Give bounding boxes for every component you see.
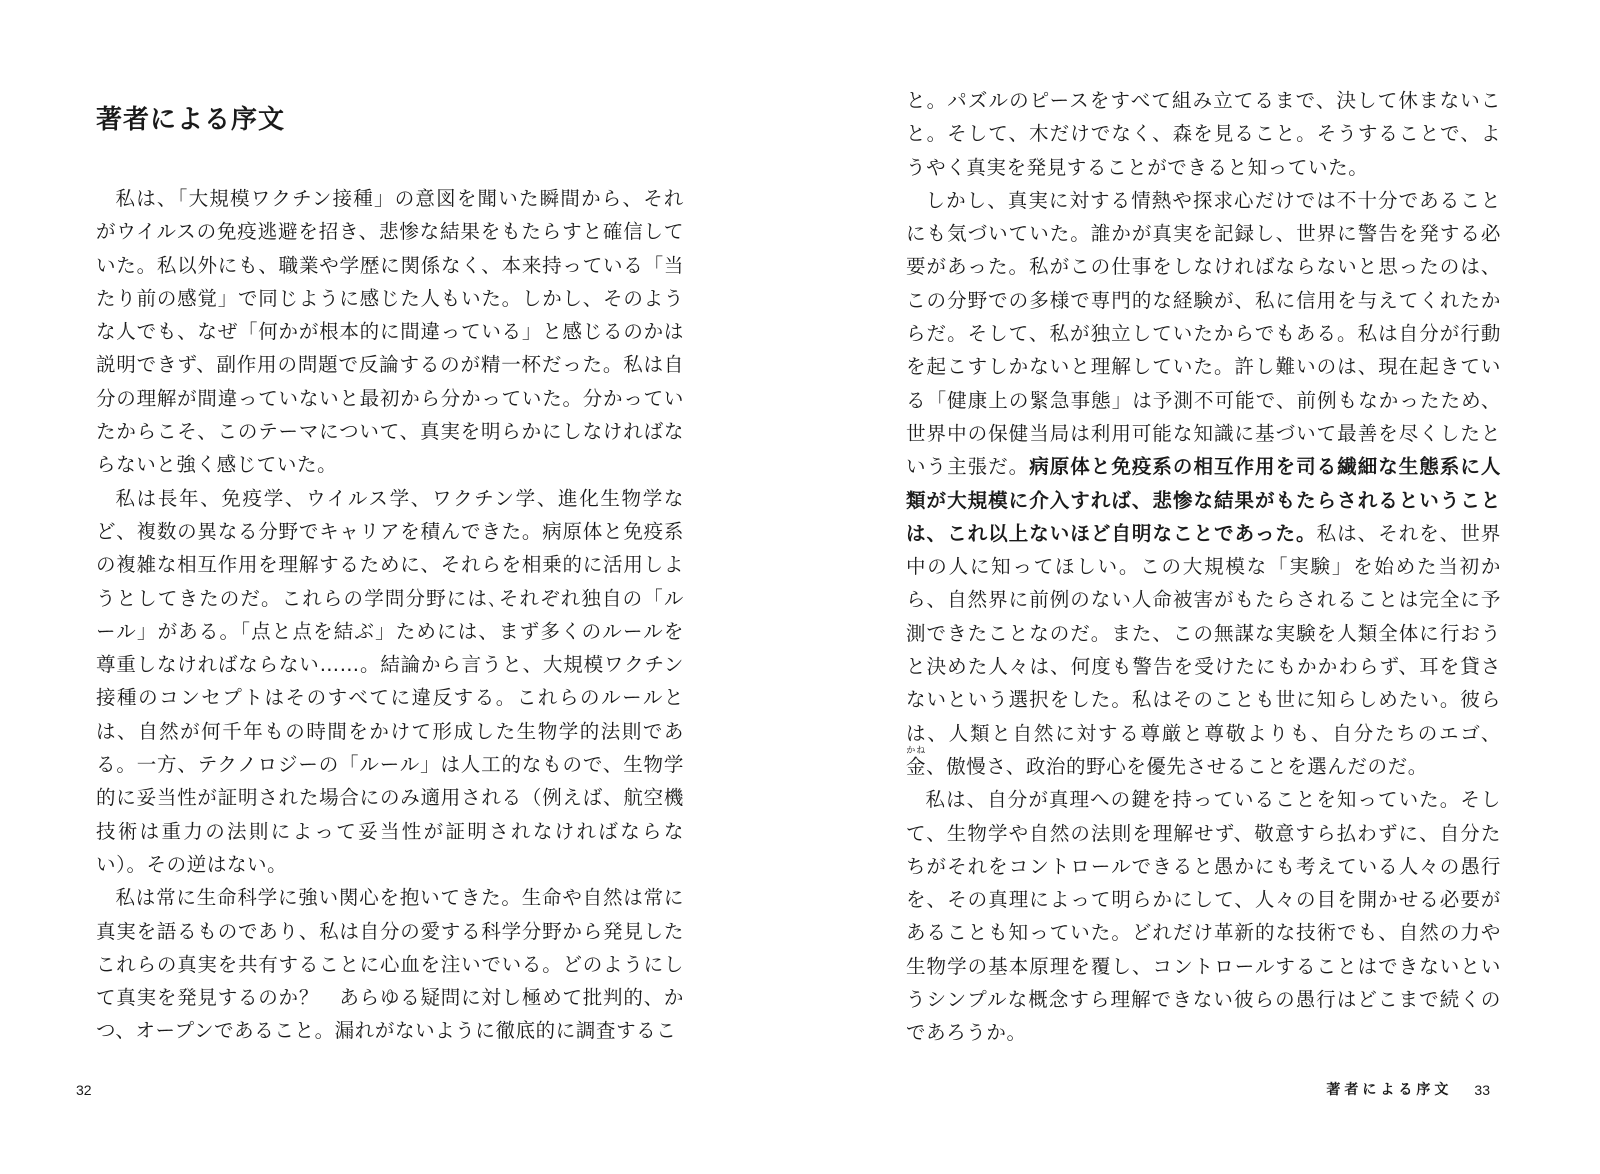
left-body-text xyxy=(96,182,684,1048)
paragraph-5: 私は、自分が真理への鍵を持っていることを知っていた。そして、生物学や自然の法則を理解せず、敬意すら払わずに、自分たちがそれをコントロールできると愚かにも考えている人々の愚行を、その真理によって明らかにして、人々の目を開かせる必要があることも知っていた。どれだけ革新的な技術でも、自然の力や生物学の基本原理を覆し、コントロールすることはできないというシンプルな概念すら理解できない彼らの愚行はどこまで続くのであろうか。 xyxy=(906,788,1501,1045)
bold-emphasis-text: 病原体と免疫系の相互作用を司る繊細な生態系に人類が大規模に介入すれば、悲惨な結果がもたらされるということは、これ以上ないほど自明なことであった。 xyxy=(906,455,1501,545)
paragraph-continued: と。パズルのピースをすべて組み立てるまで、決して休まないこと。そして、木だけでなく、森を見ること。そうすることで、ようやく真実を発見することができると知っていた。 xyxy=(906,89,1501,179)
paragraph-4-text-b: 私は、それを、世界中の人に知ってほしい。この大規模な「実験」を始めた当初から、自然界に前例のない人命被害がもたらされることは完全に予測できたことなのだ。また、この無謀な実験を人類全体に行おうと決めた人々は、何度も警告を受けたにもかかわらず、耳を貸さないという選択をした。私はそのことも世に知らしめたい。彼らは、人類と自然に対する尊厳と尊敬よりも、自分たちのエゴ、 xyxy=(906,521,1501,745)
page-number-left: 32 xyxy=(76,1082,92,1098)
paragraph-1: 私は、「大規模ワクチン接種」の意図を聞いた瞬間から、それがウイルスの免疫逃避を招き、悲惨な結果をもたらすと確信していた。私以外にも、職業や学歴に関係なく、本来持っている「当たり前の感覚」で同じように感じた人もいた。しかし、そのような人でも、なぜ「何かが根本的に間違っている」と感じるのかは説明できず、副作用の問題で反論するのが精一杯だった。私は自分の理解が間違っていないと最初から分かっていた。分かっていたからこそ、このテーマについて、真実を明らかにしなければならないと強く感じていた。 xyxy=(96,187,684,477)
paragraph-4 xyxy=(906,184,1501,783)
ruby-reading: かね xyxy=(906,745,927,756)
running-head: 著者による序文 xyxy=(1326,1082,1453,1098)
right-page xyxy=(800,0,1600,1174)
right-body-text xyxy=(906,84,1501,1050)
paragraph-2: 私は長年、免疫学、ウイルス学、ワクチン学、進化生物学など、複数の異なる分野でキャリアを積んできた。病原体と免疫系の複雑な相互作用を理解するために、それらを相乗的に活用しようとしてきたのだ。これらの学問分野には､それぞれ独自の「ルール」がある。「点と点を結ぶ」ためには、まず多くのルールを尊重しなければならない……。結論から言うと、大規模ワクチン接種のコンセプトはそのすべてに違反する。これらのルールとは、自然が何千年もの時間をかけて形成した生物学的法則である。一方、テクノロジーの「ルール」は人工的なもので、生物学的に妥当性が証明された場合にのみ適用される（例えば、航空機技術は重力の法則によって妥当性が証明されなければならない）。その逆はない。 xyxy=(96,486,684,876)
chapter-title: 著者による序文 xyxy=(96,105,286,135)
paragraph-4-text-a: しかし、真実に対する情熱や探求心だけでは不十分であることにも気づいていた。誰かが真実を記録し、世界に警告を発する必要があった。私がこの仕事をしなければならないと思ったのは、この分野での多様で専門的な経験が、私に信用を与えてくれたからだ。そして、私が独立していたからでもある。私は自分が行動を起こすしかないと理解していた。許し難いのは、現在起きている「健康上の緊急事態」は予測不可能で、前例もなかったため、世界中の保健当局は利用可能な知識に基づいて最善を尽くしたという主張だ。 xyxy=(906,188,1501,479)
footer-right xyxy=(1326,1080,1490,1100)
page-number-right: 33 xyxy=(1474,1082,1490,1098)
ruby-kane xyxy=(906,745,927,778)
ruby-base: 金 xyxy=(906,754,927,778)
paragraph-3: 私は常に生命科学に強い関心を抱いてきた。生命や自然は常に真実を語るものであり、私は自分の愛する科学分野から発見したこれらの真実を共有することに心血を注いでいる。どのようにして真実を発見するのか？ あらゆる疑問に対し極めて批判的、かつ、オープンであること。漏れがないように徹底的に調査するこ xyxy=(96,886,684,1043)
paragraph-4-text-c: 、傲慢さ、政治的野心を優先させることを選んだのだ。 xyxy=(926,754,1428,778)
